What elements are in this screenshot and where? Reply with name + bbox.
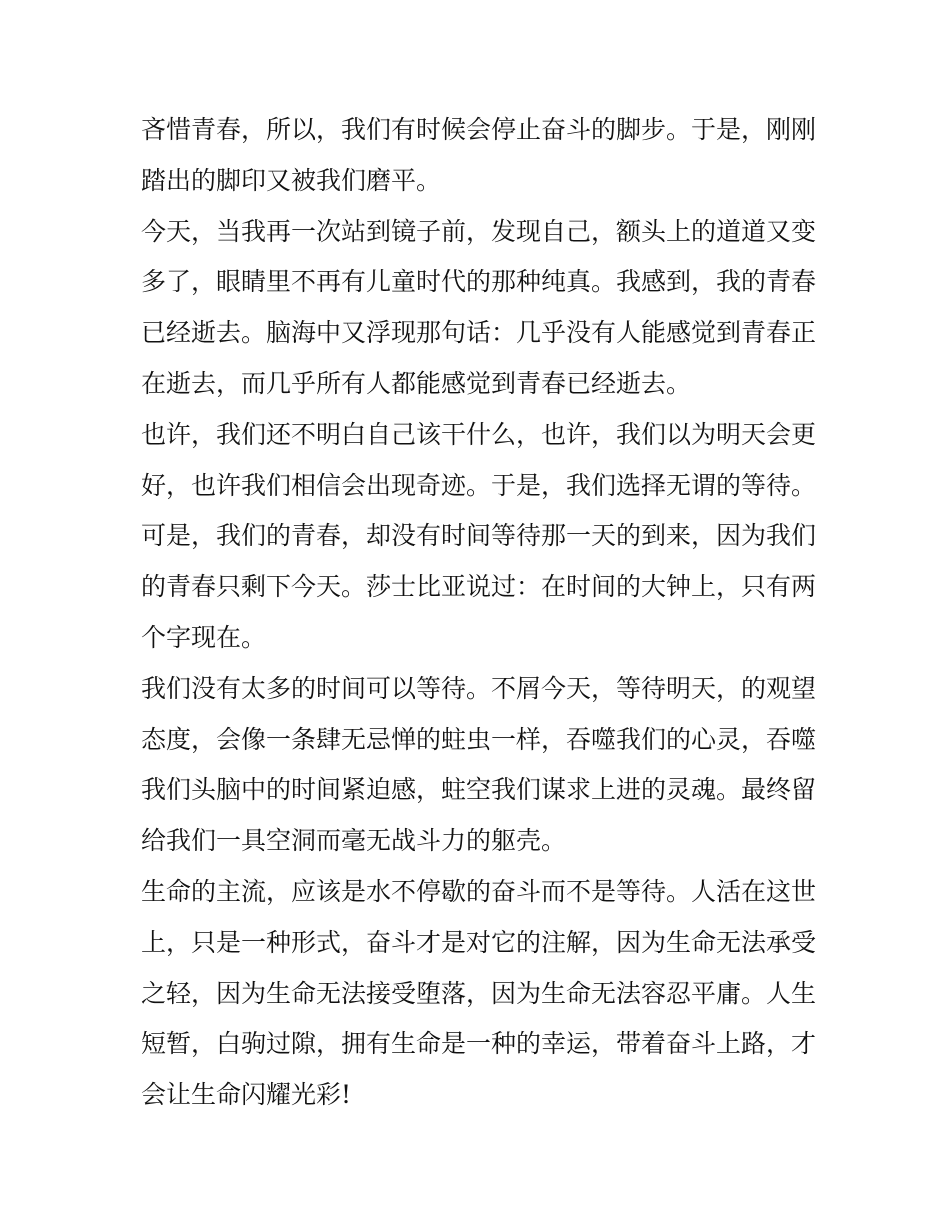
text-line: 多了，眼睛里不再有儿童时代的那种纯真。我感到，我的青春 <box>141 267 817 297</box>
text-line: 可是，我们的青春，却没有时间等待那一天的到来，因为我们 <box>141 521 817 551</box>
paragraph <box>141 867 816 1121</box>
text-line: 我们没有太多的时间可以等待。不屑今天，等待明天，的观望 <box>141 673 817 703</box>
text-line: 今天，当我再一次站到镜子前，发现自己，额头上的道道又变 <box>141 216 817 246</box>
text-line: 好，也许我们相信会出现奇迹。于是，我们选择无谓的等待。 <box>141 470 817 500</box>
text-line: 在逝去，而几乎所有人都能感觉到青春已经逝去。 <box>141 368 692 398</box>
text-line: 也许，我们还不明白自己该干什么，也许，我们以为明天会更 <box>141 419 817 449</box>
text-line: 短暂，白驹过隙，拥有生命是一种的幸运，带着奋斗上路，才 <box>141 1029 817 1059</box>
text-line: 给我们一具空洞而毫无战斗力的躯壳。 <box>141 826 567 856</box>
text-line: 吝惜青春，所以，我们有时候会停止奋斗的脚步。于是，刚刚 <box>141 115 817 144</box>
text-line: 生命的主流，应该是水不停歇的奋斗而不是等待。人活在这世 <box>141 876 817 906</box>
text-line: 我们头脑中的时间紧迫感，蛀空我们谋求上进的灵魂。最终留 <box>141 775 817 805</box>
paragraph <box>141 105 816 207</box>
paragraph <box>141 207 816 410</box>
paragraph <box>141 410 816 664</box>
paragraph <box>141 664 816 867</box>
text-line: 之轻，因为生命无法接受堕落，因为生命无法容忍平庸。人生 <box>141 978 817 1008</box>
document-body <box>141 105 816 1121</box>
text-line: 上，只是一种形式，奋斗才是对它的注解，因为生命无法承受 <box>141 927 817 957</box>
text-line: 的青春只剩下今天。莎士比亚说过：在时间的大钟上，只有两 <box>141 572 817 602</box>
text-line: 会让生命闪耀光彩! <box>141 1080 352 1110</box>
text-line: 踏出的脚印又被我们磨平。 <box>141 165 442 195</box>
text-line: 已经逝去。脑海中又浮现那句话：几乎没有人能感觉到青春正 <box>141 318 817 348</box>
text-line: 态度，会像一条肆无忌惮的蛀虫一样，吞噬我们的心灵，吞噬 <box>141 724 817 754</box>
text-line: 个字现在。 <box>141 622 267 652</box>
